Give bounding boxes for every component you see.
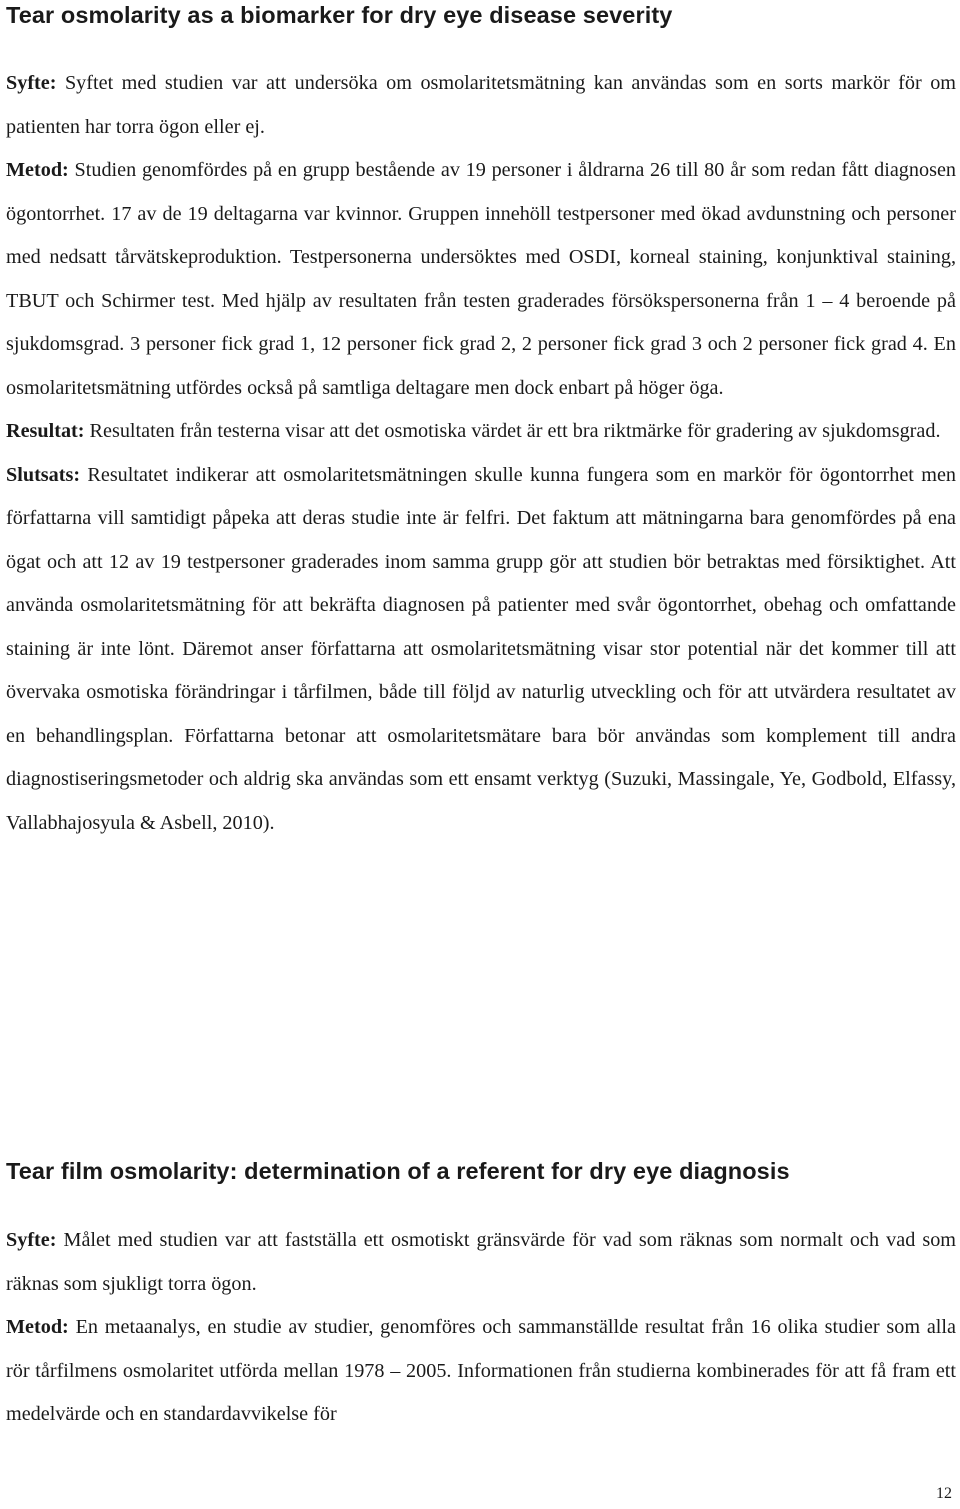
paragraph-label: Syfte: (6, 72, 57, 94)
paragraph-syfte (6, 62, 956, 149)
paragraph-text: En metaanalys, en studie av studier, genomföres och sammanställde resultat från 16 olika studier som alla rör tårfilmens osmolaritet utförda mellan 1978 – 2005. Informationen från studierna kombinerades för att få fram ett medelvärde och en standardavvikelse för (6, 1316, 956, 1425)
paragraph-text: Resultatet indikerar att osmolaritetsmätningen skulle kunna fungera som en markör för ögontorrhet men författarna vill samtidigt påpeka att deras studie inte är felfri. Det faktum att mätningarna bara genomfördes på ena ögat och att 12 av 19 testpersoner graderades inom samma grupp gör att studien bör betraktas med försiktighet. Att använda osmolaritetsmätning för att bekräfta diagnosen på patienter med svår ögontorrhet, obehag och omfattande staining är inte lönt. Däremot anser författarna att osmolaritetsmätning visar stor potential när det kommer till att övervaka osmotiska förändringar i tårfilmen, både till följd av naturlig utveckling och för att utvärdera resultatet av en behandlingsplan. Författarna betonar att osmolaritetsmätare bara bör användas som komplement till andra diagnostiseringsmetoder och aldrig ska användas som ett ensamt verktyg (Suzuki, Massingale, Ye, Godbold, Elfassy, Vallabhajosyula & Asbell, 2010). (6, 463, 956, 834)
paragraph-syfte (6, 1219, 956, 1306)
paragraph-text: Studien genomfördes på en grupp bestående av 19 personer i åldrarna 26 till 80 år som redan fått diagnosen ögontorrhet. 17 av de 19 deltagarna var kvinnor. Gruppen innehöll testpersoner med ökad avdunstning och personer med nedsatt tårvätskeproduktion. Testpersonerna undersöktes med OSDI, korneal staining, konjunktival staining, TBUT och Schirmer test. Med hjälp av resultaten från testen graderades försökspersonerna från 1 – 4 beroende på sjukdomsgrad. 3 personer fick grad 1, 12 personer fick grad 2, 2 personer fick grad 3 och 2 personer fick grad 4. En osmolaritetsmätning utfördes också på samtliga deltagare men dock enbart på höger öga. (6, 159, 956, 399)
paragraph-label: Metod: (6, 159, 69, 181)
paragraph-label: Slutsats: (6, 463, 81, 486)
paragraph-resultat (6, 410, 956, 454)
section-heading-tear-film-osmolarity-referent: Tear film osmolarity: determination of a referent for dry eye diagnosis (6, 1158, 790, 1184)
page-number: 12 (936, 1485, 952, 1502)
paragraph-text: Resultaten från testerna visar att det osmotiska värdet är ett bra riktmärke för gradering av sjukdomsgrad. (84, 420, 941, 442)
paragraph-text: Målet med studien var att fastställa ett osmotiskt gränsvärde för vad som räknas som normalt och vad som räknas som sjukligt torra ögon. (6, 1229, 956, 1295)
section-1-body (6, 62, 956, 845)
paragraph-label: Resultat: (6, 420, 85, 442)
paragraph-label: Metod: (6, 1316, 69, 1338)
section-heading-tear-osmolarity-biomarker: Tear osmolarity as a biomarker for dry eye disease severity (6, 2, 673, 28)
paragraph-metod (6, 1306, 956, 1437)
section-2-body (6, 1219, 956, 1437)
paragraph-label: Syfte: (6, 1229, 57, 1251)
paragraph-text: Syftet med studien var att undersöka om osmolaritetsmätning kan användas som en sorts markör för om patienten har torra ögon eller ej. (6, 72, 956, 138)
paragraph-slutsats (6, 454, 956, 846)
paragraph-metod (6, 149, 956, 410)
